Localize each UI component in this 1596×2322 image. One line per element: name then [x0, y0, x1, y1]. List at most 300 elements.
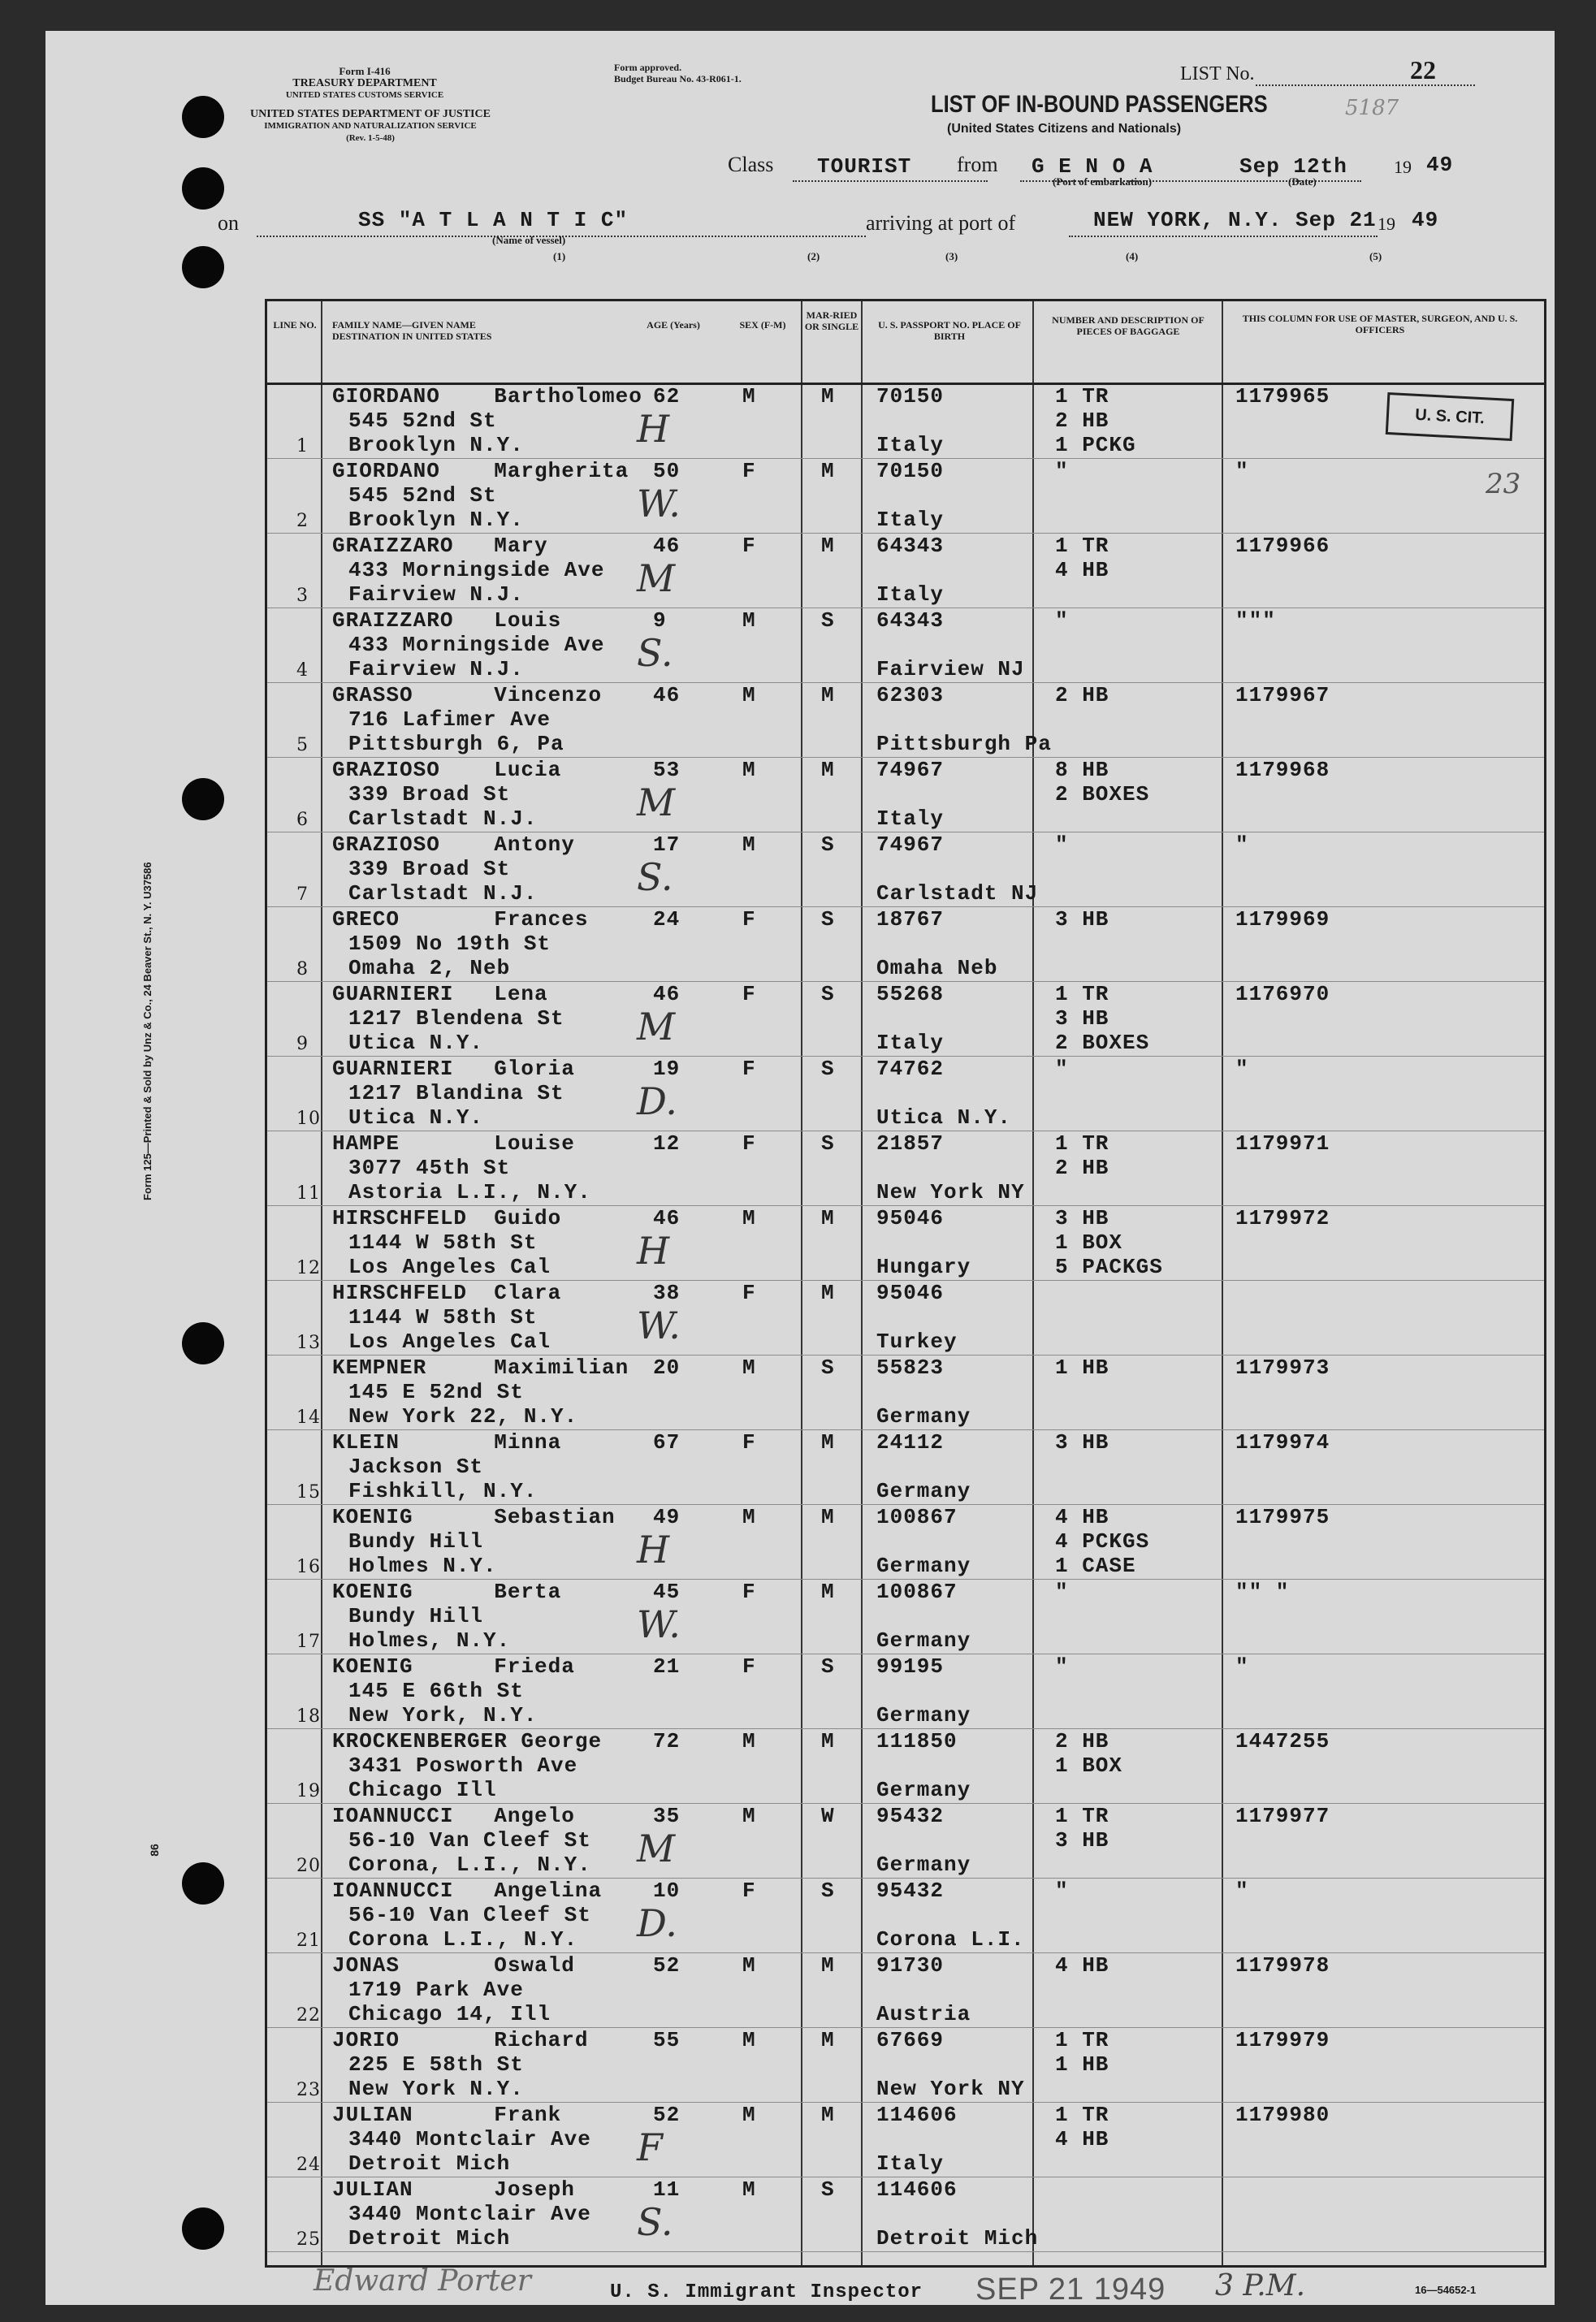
handwritten-annotation: F	[637, 2125, 663, 2169]
line-number: 20	[296, 1856, 321, 1876]
table-row	[267, 1505, 1544, 1580]
marital-status: M	[821, 1206, 835, 1230]
baggage-entry: 2 HB	[1055, 1729, 1109, 1753]
officer-number: "	[1235, 1654, 1249, 1679]
passenger-address-2: Detroit Mich	[348, 2226, 511, 2251]
table-row	[267, 534, 1544, 608]
baggage-entry: "	[1055, 832, 1069, 857]
inspector-signature: Edward Porter	[314, 2264, 531, 2298]
passenger-age: 11	[653, 2177, 681, 2202]
page-title: LIST OF IN-BOUND PASSENGERS	[931, 91, 1268, 118]
class-value: TOURIST	[817, 154, 912, 179]
binder-hole	[182, 167, 224, 210]
passenger-name: GRASSO Vincenzo	[332, 683, 603, 707]
passenger-address-1: 339 Broad St	[348, 782, 511, 806]
passenger-address-1: 3440 Montclair Ave	[348, 2127, 591, 2151]
passenger-age: 20	[653, 1356, 681, 1380]
table-row	[267, 832, 1544, 907]
passenger-name: GRAIZZARO Mary	[332, 534, 548, 558]
place-of-birth: Italy	[876, 433, 945, 457]
passenger-address-2: Utica N.Y.	[348, 1031, 484, 1055]
passenger-address-1: 1144 W 58th St	[348, 1305, 538, 1330]
place-of-birth: Germany	[876, 1554, 971, 1578]
manifest-sheet	[45, 31, 1555, 2305]
baggage-entry: 2 BOXES	[1055, 1031, 1150, 1055]
place-of-birth: Hungary	[876, 1255, 971, 1279]
table-row	[267, 2028, 1544, 2103]
baggage-entry: 1 BOX	[1055, 1753, 1123, 1778]
place-of-birth: Detroit Mich	[876, 2226, 1039, 2251]
port-of-embarkation: G E N O A	[1032, 154, 1153, 179]
passenger-name: GUARNIERI Gloria	[332, 1057, 575, 1081]
baggage-entry: 2 HB	[1055, 409, 1109, 433]
arrival-time: 3 P.M.	[1215, 2269, 1306, 2303]
side-number: 23	[1486, 468, 1521, 500]
officer-number: 1176970	[1235, 982, 1330, 1006]
place-of-birth: Corona L.I.	[876, 1927, 1025, 1952]
passenger-address-2: Holmes N.Y.	[348, 1554, 497, 1578]
arrival-date-stamp: SEP 21 1949	[975, 2272, 1166, 2307]
line-number: 5	[296, 735, 309, 755]
place-of-birth: Italy	[876, 806, 945, 831]
baggage-entry: 1 TR	[1055, 1131, 1109, 1156]
passenger-address-1: 3440 Montclair Ave	[348, 2202, 591, 2226]
table-row	[267, 1430, 1544, 1505]
passenger-age: 62	[653, 384, 681, 409]
table-row	[267, 1206, 1544, 1281]
arrival-port: NEW YORK, N.Y. Sep 21	[1093, 208, 1377, 232]
marital-status: S	[821, 982, 835, 1006]
passenger-sex: M	[742, 1356, 756, 1380]
passenger-age: 17	[653, 832, 681, 857]
col-header-officer: THIS COLUMN FOR USE OF MASTER, SURGEON, AND U. S. OFFICERS	[1242, 313, 1518, 335]
passenger-sex: M	[742, 2177, 756, 2202]
line-number: 24	[296, 2155, 321, 2175]
officer-number: 1179967	[1235, 683, 1330, 707]
passenger-address-1: Bundy Hill	[348, 1529, 484, 1554]
treasury-dept: TREASURY DEPARTMENT	[292, 77, 437, 89]
passenger-age: 52	[653, 2103, 681, 2127]
line-number: 4	[296, 660, 309, 681]
marital-status: S	[821, 1057, 835, 1081]
passenger-sex: F	[742, 459, 756, 483]
passport-number: 114606	[876, 2103, 958, 2127]
us-citizen-stamp: U. S. CIT.	[1386, 392, 1515, 441]
departure-year: 49	[1426, 153, 1454, 177]
class-label: Class	[728, 153, 774, 176]
departure-date: Sep 12th	[1239, 154, 1347, 179]
table-row	[267, 1953, 1544, 2028]
place-of-birth: Germany	[876, 1628, 971, 1653]
baggage-entry: 2 HB	[1055, 1156, 1109, 1180]
baggage-entry: 1 HB	[1055, 2052, 1109, 2077]
passenger-address-2: Chicago 14, Ill	[348, 2002, 551, 2026]
ins-service: IMMIGRATION AND NATURALIZATION SERVICE	[264, 121, 477, 131]
passport-number: 70150	[876, 384, 945, 409]
handwritten-annotation: H	[637, 407, 670, 451]
passenger-sex: M	[742, 758, 756, 782]
line-number: 1	[296, 436, 309, 456]
table-row	[267, 2177, 1544, 2252]
passenger-address-2: Fishkill, N.Y.	[348, 1479, 538, 1503]
passenger-address-2: Chicago Ill	[348, 1778, 497, 1802]
officer-number: 1179968	[1235, 758, 1330, 782]
baggage-entry: "	[1055, 1879, 1069, 1903]
baggage-entry: 2 HB	[1055, 683, 1109, 707]
line-number: 22	[296, 2005, 321, 2026]
place-of-birth: Italy	[876, 508, 945, 532]
col-ref-1: (1)	[553, 250, 566, 262]
handwritten-annotation: M	[637, 780, 676, 824]
col-ref-5: (5)	[1369, 250, 1382, 262]
place-of-birth: New York NY	[876, 1180, 1025, 1204]
passenger-address-2: Carlstadt N.J.	[348, 881, 538, 906]
table-row	[267, 1729, 1544, 1804]
place-of-birth: Germany	[876, 1479, 971, 1503]
table-row	[267, 384, 1544, 459]
line-number: 19	[296, 1781, 321, 1801]
approval-block	[614, 62, 742, 84]
revision: (Rev. 1-5-48)	[346, 133, 395, 143]
baggage-entry: "	[1055, 1654, 1069, 1679]
passenger-address-2: Holmes, N.Y.	[348, 1628, 511, 1653]
passenger-sex: M	[742, 2028, 756, 2052]
officer-number: 1179965	[1235, 384, 1330, 409]
passport-number: 55268	[876, 982, 945, 1006]
passenger-address-1: 3431 Posworth Ave	[348, 1753, 578, 1778]
table-row	[267, 1580, 1544, 1654]
col-header-line: LINE NO.	[273, 319, 317, 331]
form-number: Form I-416	[339, 65, 391, 77]
year-prefix: 19	[1394, 157, 1412, 177]
baggage-entry: 1 TR	[1055, 1804, 1109, 1828]
passport-number: 21857	[876, 1131, 945, 1156]
passenger-sex: M	[742, 1505, 756, 1529]
handwritten-annotation: S.	[637, 631, 673, 675]
place-of-birth: Germany	[876, 1703, 971, 1727]
passenger-address-1: 545 52nd St	[348, 409, 497, 433]
passenger-address-1: 56-10 Van Cleef St	[348, 1828, 591, 1853]
baggage-entry: 1 TR	[1055, 384, 1109, 409]
passenger-sex: M	[742, 832, 756, 857]
passenger-address-2: Detroit Mich	[348, 2151, 511, 2176]
baggage-entry: 1 HB	[1055, 1356, 1109, 1380]
vessel-caption: (Name of vessel)	[492, 234, 566, 246]
marital-status: S	[821, 907, 835, 932]
passenger-name: GRAZIOSO Antony	[332, 832, 575, 857]
passport-number: 100867	[876, 1505, 958, 1529]
passenger-address-1: 145 E 52nd St	[348, 1380, 524, 1404]
passport-number: 64343	[876, 608, 945, 633]
passenger-address-1: 433 Morningside Ave	[348, 558, 605, 582]
passenger-address-1: 145 E 66th St	[348, 1679, 524, 1703]
passport-number: 95046	[876, 1281, 945, 1305]
passenger-sex: M	[742, 683, 756, 707]
officer-number: 1179974	[1235, 1430, 1330, 1455]
passenger-address-1: 433 Morningside Ave	[348, 633, 605, 657]
officer-number: 1179972	[1235, 1206, 1330, 1230]
officer-number: 1179966	[1235, 534, 1330, 558]
passenger-sex: M	[742, 1804, 756, 1828]
arrival-year: 49	[1412, 208, 1439, 232]
side-printer-imprint: Form 125—Printed & Sold by Unz & Co., 24 Beaver St., N. Y. U37586	[141, 862, 154, 1200]
officer-number: 1447255	[1235, 1729, 1330, 1753]
passport-number: 95432	[876, 1804, 945, 1828]
marital-status: M	[821, 1505, 835, 1529]
officer-number: 1179978	[1235, 1953, 1330, 1978]
officer-number: "	[1235, 459, 1249, 483]
place-of-birth: Fairview NJ	[876, 657, 1025, 681]
passenger-sex: M	[742, 384, 756, 409]
handwritten-annotation: D.	[637, 1901, 677, 1945]
place-of-birth: Germany	[876, 1853, 971, 1877]
baggage-entry: 1 TR	[1055, 2028, 1109, 2052]
table-row	[267, 1879, 1544, 1953]
passport-number: 74967	[876, 758, 945, 782]
baggage-entry: 1 BOX	[1055, 1230, 1123, 1255]
passenger-address-1: 339 Broad St	[348, 857, 511, 881]
baggage-entry: 1 TR	[1055, 534, 1109, 558]
officer-number: "	[1235, 832, 1249, 857]
table-row	[267, 1131, 1544, 1206]
officer-number: "" "	[1235, 1580, 1290, 1604]
line-number: 13	[296, 1333, 321, 1353]
table-row	[267, 608, 1544, 683]
passenger-sex: F	[742, 534, 756, 558]
passport-number: 74967	[876, 832, 945, 857]
passenger-name: IOANNUCCI Angelo	[332, 1804, 575, 1828]
passenger-age: 49	[653, 1505, 681, 1529]
col-ref-3: (3)	[945, 250, 958, 262]
passenger-name: KEMPNER Maximilian	[332, 1356, 629, 1380]
place-of-birth: Austria	[876, 2002, 971, 2026]
passenger-sex: M	[742, 2103, 756, 2127]
marital-status: W	[821, 1804, 835, 1828]
passenger-age: 67	[653, 1430, 681, 1455]
binder-hole	[182, 1862, 224, 1905]
passenger-age: 10	[653, 1879, 681, 1903]
table-row	[267, 1804, 1544, 1879]
marital-status: S	[821, 608, 835, 633]
baggage-entry: 1 PCKG	[1055, 433, 1136, 457]
line-number: 11	[296, 1183, 321, 1204]
table-row	[267, 1281, 1544, 1356]
marital-status: M	[821, 1580, 835, 1604]
line-number: 2	[296, 511, 309, 531]
arriving-label: arriving at port of	[866, 211, 1016, 235]
passenger-age: 50	[653, 459, 681, 483]
marital-status: M	[821, 758, 835, 782]
passenger-name: JULIAN Frank	[332, 2103, 562, 2127]
line-number: 18	[296, 1706, 321, 1727]
baggage-entry: 4 HB	[1055, 558, 1109, 582]
passenger-name: GUARNIERI Lena	[332, 982, 548, 1006]
baggage-entry: 3 HB	[1055, 907, 1109, 932]
passenger-age: 9	[653, 608, 667, 633]
baggage-entry: 3 HB	[1055, 1206, 1109, 1230]
officer-number: "	[1235, 1057, 1249, 1081]
form-approved: Form approved.	[614, 62, 682, 73]
passenger-name: HIRSCHFELD Guido	[332, 1206, 562, 1230]
baggage-entry: "	[1055, 608, 1069, 633]
passport-number: 91730	[876, 1953, 945, 1978]
passenger-address-2: Brooklyn N.Y.	[348, 433, 524, 457]
passenger-name: JULIAN Joseph	[332, 2177, 575, 2202]
passenger-address-1: 3077 45th St	[348, 1156, 511, 1180]
col-header-sex: SEX (F-M)	[739, 319, 786, 331]
line-number: 21	[296, 1931, 321, 1951]
passenger-name: KOENIG Sebastian	[332, 1505, 616, 1529]
passport-number: 62303	[876, 683, 945, 707]
passenger-age: 55	[653, 2028, 681, 2052]
handwritten-annotation: H	[637, 1528, 670, 1572]
passenger-age: 72	[653, 1729, 681, 1753]
marital-status: S	[821, 1879, 835, 1903]
passport-number: 74762	[876, 1057, 945, 1081]
baggage-entry: "	[1055, 1580, 1069, 1604]
passenger-name: KOENIG Berta	[332, 1580, 562, 1604]
baggage-entry: 8 HB	[1055, 758, 1109, 782]
marital-status: M	[821, 384, 835, 409]
passenger-address-2: Utica N.Y.	[348, 1105, 484, 1130]
officer-number: 1179975	[1235, 1505, 1330, 1529]
handwritten-annotation: M	[637, 1005, 676, 1049]
passenger-sex: F	[742, 1430, 756, 1455]
officer-number: 1179980	[1235, 2103, 1330, 2127]
passenger-address-1: 716 Lafimer Ave	[348, 707, 551, 732]
marital-status: M	[821, 459, 835, 483]
table-row	[267, 1356, 1544, 1430]
passenger-name: GRECO Frances	[332, 907, 589, 932]
handwritten-annotation: W.	[637, 1602, 681, 1646]
place-of-birth: Carlstadt NJ	[876, 881, 1039, 906]
marital-status: S	[821, 832, 835, 857]
page-subtitle: (United States Citizens and Nationals)	[947, 122, 1182, 136]
passenger-name: HAMPE Louise	[332, 1131, 575, 1156]
passport-number: 55823	[876, 1356, 945, 1380]
place-of-birth: Pittsburgh Pa	[876, 732, 1052, 756]
passport-number: 95046	[876, 1206, 945, 1230]
passenger-address-2: Fairview N.J.	[348, 582, 524, 607]
place-of-birth: Italy	[876, 1031, 945, 1055]
marital-status: S	[821, 2177, 835, 2202]
passenger-age: 19	[653, 1057, 681, 1081]
baggage-entry: 4 HB	[1055, 2127, 1109, 2151]
officer-number: 1179977	[1235, 1804, 1330, 1828]
col-ref-4: (4)	[1126, 250, 1139, 262]
table-row	[267, 907, 1544, 982]
passenger-sex: F	[742, 1879, 756, 1903]
passenger-name: JORIO Richard	[332, 2028, 589, 2052]
list-no-value: 22	[1410, 55, 1436, 84]
on-label: on	[218, 211, 239, 235]
budget-bureau: Budget Bureau No. 43-R061-1.	[614, 73, 742, 84]
passenger-age: 38	[653, 1281, 681, 1305]
passenger-address-1: 1509 No 19th St	[348, 932, 551, 956]
col-header-passport: U. S. PASSPORT NO. PLACE OF BIRTH	[878, 319, 1021, 342]
officer-number: 1179969	[1235, 907, 1330, 932]
marital-status: M	[821, 2028, 835, 2052]
line-number: 10	[296, 1109, 321, 1129]
passenger-age: 53	[653, 758, 681, 782]
passenger-sex: F	[742, 1057, 756, 1081]
passenger-name: IOANNUCCI Angelina	[332, 1879, 603, 1903]
passport-number: 100867	[876, 1580, 958, 1604]
passenger-age: 46	[653, 534, 681, 558]
passenger-address-2: Fairview N.J.	[348, 657, 524, 681]
baggage-entry: 3 HB	[1055, 1430, 1109, 1455]
binder-hole	[182, 2207, 224, 2250]
line-number: 6	[296, 810, 309, 830]
passenger-sex: F	[742, 1131, 756, 1156]
passenger-name: GIORDANO Bartholomeo	[332, 384, 642, 409]
passenger-address-1: 1217 Blandina St	[348, 1081, 564, 1105]
passenger-address-1: 1217 Blendena St	[348, 1006, 564, 1031]
arrival-year-prefix: 19	[1378, 214, 1395, 234]
baggage-entry: 3 HB	[1055, 1006, 1109, 1031]
marital-status: S	[821, 1654, 835, 1679]
passport-number: 70150	[876, 459, 945, 483]
passenger-address-1: 225 E 58th St	[348, 2052, 524, 2077]
table-row	[267, 1654, 1544, 1729]
passenger-age: 46	[653, 683, 681, 707]
passenger-address-1: Bundy Hill	[348, 1604, 484, 1628]
marital-status: M	[821, 1281, 835, 1305]
side-mark: 86	[147, 1844, 161, 1857]
marital-status: M	[821, 1729, 835, 1753]
passenger-age: 24	[653, 907, 681, 932]
date-caption: (Date)	[1288, 175, 1317, 188]
col-header-age: AGE (Years)	[647, 319, 700, 331]
baggage-entry: 3 HB	[1055, 1828, 1109, 1853]
line-number: 8	[296, 959, 309, 979]
handwritten-annotation: S.	[637, 855, 673, 899]
line-number: 17	[296, 1632, 321, 1652]
passenger-address-2: Los Angeles Cal	[348, 1330, 551, 1354]
passenger-name: GIORDANO Margherita	[332, 459, 629, 483]
binder-hole	[182, 778, 224, 820]
passenger-address-1: 545 52nd St	[348, 483, 497, 508]
passenger-name: KLEIN Minna	[332, 1430, 562, 1455]
baggage-entry: "	[1055, 459, 1069, 483]
line-number: 9	[296, 1034, 309, 1054]
baggage-entry: "	[1055, 1057, 1069, 1081]
table-row	[267, 758, 1544, 832]
passenger-sex: M	[742, 1206, 756, 1230]
passenger-name: GRAIZZARO Louis	[332, 608, 562, 633]
marital-status: M	[821, 683, 835, 707]
line-number: 7	[296, 884, 309, 905]
table-row	[267, 459, 1544, 534]
passenger-name: GRAZIOSO Lucia	[332, 758, 562, 782]
table-row	[267, 2103, 1544, 2177]
justice-dept: UNITED STATES DEPARTMENT OF JUSTICE	[250, 108, 491, 120]
place-of-birth: New York NY	[876, 2077, 1025, 2101]
col-header-baggage: NUMBER AND DESCRIPTION OF PIECES OF BAGGAGE	[1052, 314, 1205, 337]
passenger-age: 46	[653, 1206, 681, 1230]
passenger-age: 52	[653, 1953, 681, 1978]
passenger-address-2: Pittsburgh 6, Pa	[348, 732, 564, 756]
passenger-address-2: Carlstadt N.J.	[348, 806, 538, 831]
passenger-name: HIRSCHFELD Clara	[332, 1281, 562, 1305]
officer-number: "	[1235, 1879, 1249, 1903]
baggage-entry: 4 HB	[1055, 1953, 1109, 1978]
passport-number: 18767	[876, 907, 945, 932]
passenger-address-2: Corona, L.I., N.Y.	[348, 1853, 591, 1877]
handwritten-annotation: W.	[637, 1304, 681, 1347]
inspector-title: U. S. Immigrant Inspector	[610, 2281, 923, 2303]
line-number: 15	[296, 1482, 321, 1503]
